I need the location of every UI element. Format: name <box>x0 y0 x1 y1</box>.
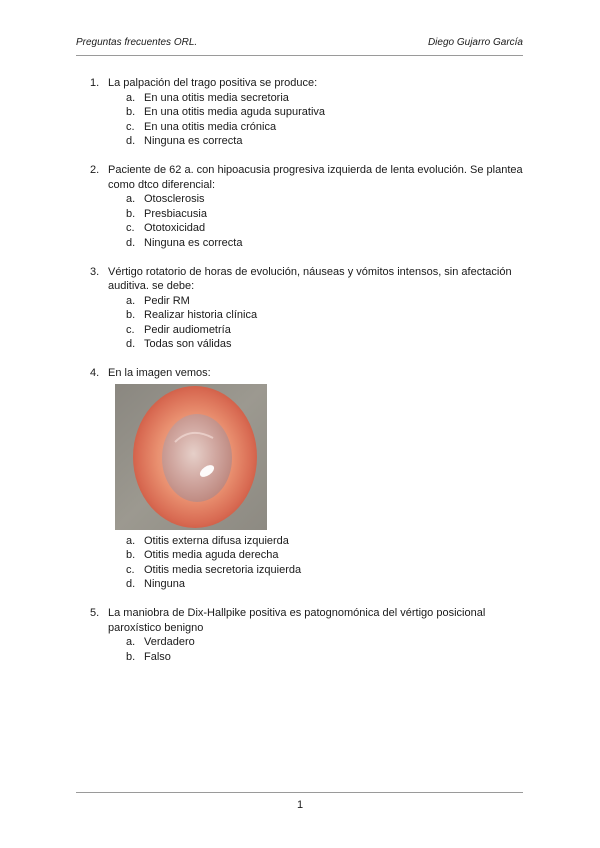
option-text: Ninguna es correcta <box>144 236 243 249</box>
option-letter: c. <box>126 222 135 234</box>
option-b <box>126 207 528 222</box>
option-list <box>108 294 528 352</box>
option-a <box>126 91 528 106</box>
option-list <box>108 635 528 664</box>
otoscopy-image <box>115 384 267 530</box>
option-letter: b. <box>126 650 136 663</box>
question-number: 4. <box>90 367 100 379</box>
option-b <box>126 548 528 563</box>
option-letter: a. <box>126 91 136 104</box>
option-text: Ninguna es correcta <box>144 135 243 147</box>
footer-divider <box>76 792 523 793</box>
option-letter: b. <box>126 549 136 561</box>
question-2 <box>90 163 528 250</box>
tympanic-membrane-shape <box>162 414 232 502</box>
page-header <box>76 37 523 48</box>
option-letter: d. <box>126 236 136 249</box>
question-number: 3. <box>90 265 100 278</box>
option-text: Otitis media secretoria izquierda <box>144 563 302 576</box>
question-5-stem <box>90 606 528 635</box>
option-b <box>126 650 528 665</box>
question-2-stem <box>90 163 528 192</box>
question-text: La palpación del trago positiva se produce: <box>108 77 318 89</box>
option-text: Presbiacusia <box>144 207 207 220</box>
option-c <box>126 323 528 338</box>
option-text: En una otitis media secretoria <box>144 91 289 104</box>
option-b <box>126 308 528 323</box>
option-a <box>126 192 528 207</box>
option-letter: b. <box>126 106 136 118</box>
option-a <box>126 534 528 549</box>
option-text: Verdadero <box>144 636 195 648</box>
option-text: En una otitis media aguda supurativa <box>144 106 326 118</box>
question-text: Vértigo rotatorio de horas de evolución, náuseas y vómitos intensos, sin afectación auditiva. se debe: <box>108 265 512 292</box>
question-number: 2. <box>90 164 100 176</box>
header-author: Diego Gujarro García <box>427 37 523 48</box>
option-text: Falso <box>144 650 171 663</box>
question-text: Paciente de 62 a. con hipoacusia progresiva izquierda de lenta evolución. Se plantea como dtco diferencial: <box>108 164 523 191</box>
option-list <box>108 91 528 149</box>
question-5 <box>90 606 528 664</box>
question-3-stem <box>90 265 528 294</box>
question-list <box>90 76 528 679</box>
option-text: En una otitis media crónica <box>144 120 277 133</box>
option-text: Todas son válidas <box>144 338 232 350</box>
question-4-stem <box>90 366 528 381</box>
option-letter: c. <box>126 563 135 576</box>
option-letter: a. <box>126 294 136 307</box>
option-letter: d. <box>126 338 136 350</box>
option-list <box>108 534 528 592</box>
option-list <box>108 192 528 250</box>
question-number: 5. <box>90 607 100 619</box>
header-divider <box>76 55 523 56</box>
option-a <box>126 635 528 650</box>
option-letter: b. <box>126 309 136 321</box>
option-b <box>126 105 528 120</box>
question-number: 1. <box>90 77 100 89</box>
option-letter: c. <box>126 323 135 336</box>
option-c <box>126 120 528 135</box>
option-c <box>126 221 528 236</box>
option-d <box>126 236 528 251</box>
option-letter: d. <box>126 578 136 590</box>
question-1 <box>90 76 528 149</box>
option-d <box>126 577 528 592</box>
option-d <box>126 337 528 352</box>
option-letter: c. <box>126 120 135 133</box>
option-letter: d. <box>126 135 136 147</box>
question-4 <box>90 366 528 592</box>
question-1-stem <box>90 76 528 91</box>
option-text: Otitis externa difusa izquierda <box>144 534 289 547</box>
option-a <box>126 294 528 309</box>
option-text: Realizar historia clínica <box>144 309 258 321</box>
option-text: Pedir RM <box>144 294 190 307</box>
question-text: La maniobra de Dix-Hallpike positiva es patognomónica del vértigo posicional paroxístico benigno <box>108 607 486 634</box>
option-text: Otosclerosis <box>144 193 205 205</box>
option-text: Pedir audiometría <box>144 323 231 336</box>
option-text: Ninguna <box>144 578 185 590</box>
option-text: Otitis media aguda derecha <box>144 549 279 561</box>
question-3 <box>90 265 528 352</box>
question-text: En la imagen vemos: <box>108 367 211 379</box>
page-number: 1 <box>296 799 304 811</box>
option-letter: b. <box>126 207 136 220</box>
option-d <box>126 134 528 149</box>
option-text: Ototoxicidad <box>144 222 206 234</box>
header-title: Preguntas frecuentes ORL. <box>76 37 198 48</box>
option-letter: a. <box>126 636 136 648</box>
option-c <box>126 563 528 578</box>
option-letter: a. <box>126 193 136 205</box>
option-letter: a. <box>126 534 136 547</box>
